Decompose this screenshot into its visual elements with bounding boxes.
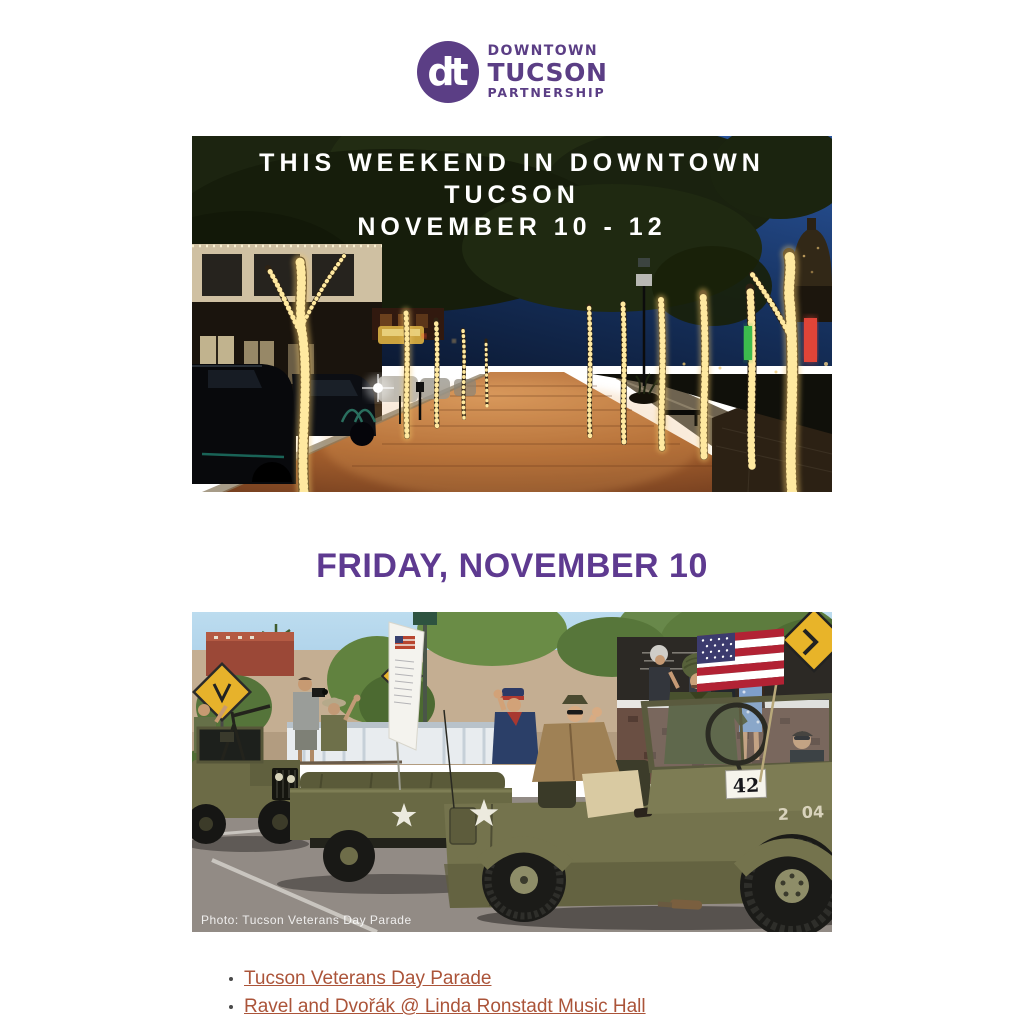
- parade-photo: [192, 612, 832, 932]
- list-item: [229, 997, 832, 1016]
- parade-photo-illustration: [192, 612, 832, 932]
- event-list: [229, 969, 832, 1016]
- brand-logo: [0, 0, 1024, 103]
- event-link-veterans-parade[interactable]: Tucson Veterans Day Parade: [244, 968, 492, 989]
- wordmark-line1: DOWNTOWN: [487, 43, 599, 60]
- event-link-ravel-dvorak[interactable]: Ravel and Dvořák @ Linda Ronstadt Music Hall: [244, 996, 646, 1017]
- hero-title-line2: NOVEMBER 10 - 12: [357, 213, 667, 241]
- brand-wordmark: [488, 44, 608, 100]
- hero-title-line1: THIS WEEKEND IN DOWNTOWN TUCSON: [259, 149, 765, 209]
- wordmark-line3: PARTNERSHIP: [487, 85, 606, 101]
- photo-caption: Photo: Tucson Veterans Day Parade: [201, 913, 412, 927]
- wordmark-line2: TUCSON: [487, 58, 608, 88]
- section-heading: FRIDAY, NOVEMBER 10: [316, 547, 708, 585]
- dt-monogram-icon: [417, 41, 479, 103]
- monogram-letters: dt: [426, 50, 465, 94]
- background-street: [372, 308, 456, 344]
- jeep-number-placard: 42: [732, 774, 760, 798]
- hood-stencil-right: 04: [801, 802, 825, 822]
- hero-title: [192, 147, 832, 243]
- hero-photo: [192, 136, 832, 492]
- hood-stencil-left: 2: [777, 804, 790, 824]
- list-item: [229, 969, 832, 988]
- jeep-front: [644, 696, 832, 824]
